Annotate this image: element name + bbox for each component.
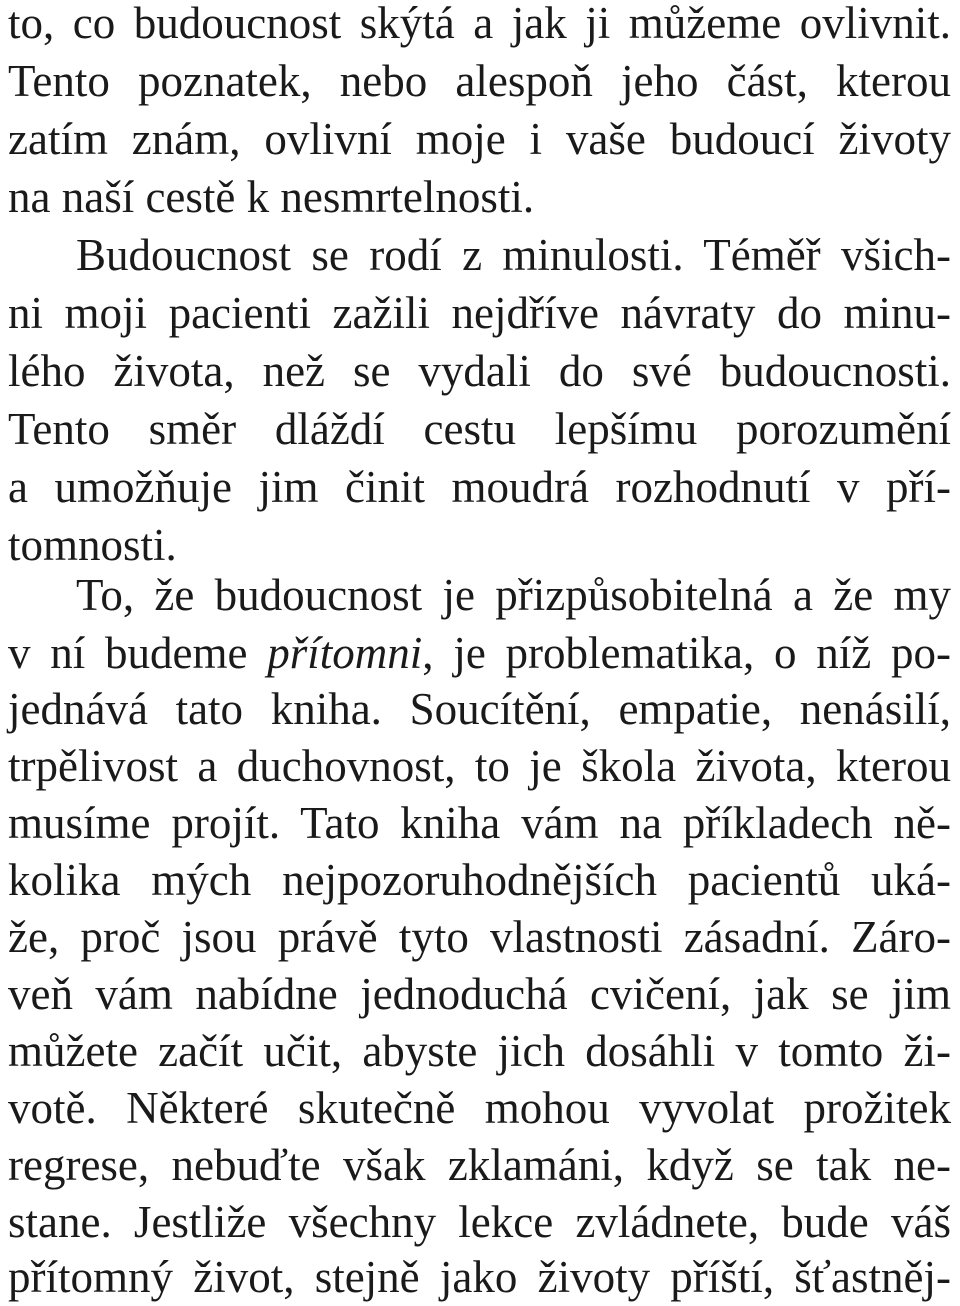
- text-fragment: v ní budeme: [8, 628, 268, 678]
- text-line: tomnosti.: [8, 520, 177, 570]
- text-line: přítomný život, stejně jako životy příští, šťastněj-: [8, 1252, 951, 1302]
- text-line: že, proč jsou právě tyto vlastnosti zásadní. Záro-: [8, 912, 951, 962]
- text-line: na naší cestě k nesmrtelnosti.: [8, 172, 535, 222]
- text-line: lého života, než se vydali do své budoucnosti.: [8, 346, 951, 396]
- text-line: Tento směr dláždí cestu lepšímu porozumění: [8, 404, 951, 454]
- emphasized-word: přítomni: [267, 628, 423, 678]
- text-line: zatím znám, ovlivní moje i vaše budoucí životy: [8, 114, 951, 164]
- text-line: kolika mých nejpozoruhodnějších pacientů uká-: [8, 855, 951, 905]
- text-line: votě. Některé skutečně mohou vyvolat prožitek: [8, 1083, 951, 1133]
- text-line: a umožňuje jim činit moudrá rozhodnutí v pří-: [8, 462, 951, 512]
- text-line: ni moji pacienti zažili nejdříve návraty do minu-: [8, 288, 951, 338]
- text-line: Budoucnost se rodí z minulosti. Téměř všich-: [76, 230, 951, 280]
- text-line-with-emphasis: [8, 624, 951, 682]
- text-line: musíme projít. Tato kniha vám na příkladech ně-: [8, 798, 951, 848]
- text-line: to, co budoucnost skýtá a jak ji můžeme ovlivnit.: [8, 0, 951, 48]
- text-line: stane. Jestliže všechny lekce zvládnete, bude váš: [8, 1197, 951, 1247]
- text-line: To, že budoucnost je přizpůsobitelná a že my: [76, 570, 951, 620]
- text-line: trpělivost a duchovnost, to je škola života, kterou: [8, 741, 951, 791]
- text-line: Tento poznatek, nebo alespoň jeho část, kterou: [8, 56, 951, 106]
- text-line: můžete začít učit, abyste jich dosáhli v tomto ži-: [8, 1026, 951, 1076]
- text-line: regrese, nebuďte však zklamáni, když se tak ne-: [8, 1140, 951, 1190]
- text-line: jednává tato kniha. Soucítění, empatie, nenásilí,: [8, 684, 951, 734]
- text-fragment: , je problematika, o níž po-: [422, 628, 951, 678]
- text-line: veň vám nabídne jednoduchá cvičení, jak se jim: [8, 969, 951, 1019]
